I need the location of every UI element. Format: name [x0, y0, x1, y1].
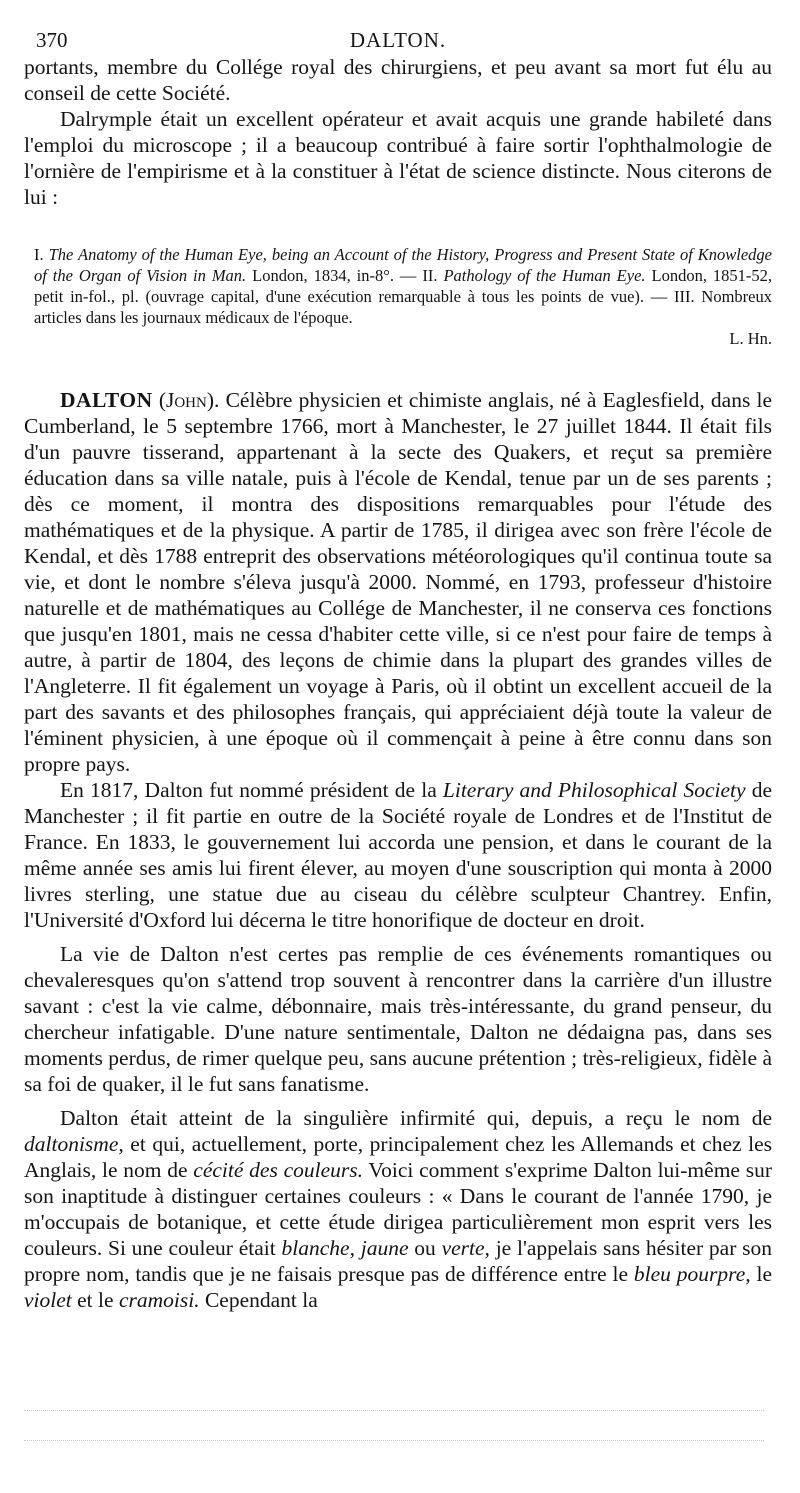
term-violet: violet [24, 1288, 72, 1312]
term-cramoisi: cramoisi. [118, 1288, 200, 1312]
entry-paragraph-4-text-h: Cependant la [204, 1288, 318, 1312]
intro-paragraph-1: portants, membre du Collége royal des chirurgiens, et peu avant sa mort fut élu au conseil de cette Société. [24, 55, 772, 105]
biblio-title-1: The Anatomy of the Human Eye, being an Account of the History, Progress and Present State of Knowledge of the Organ of Vision in Man. [34, 245, 772, 285]
dictionary-entry [24, 387, 772, 1313]
entry-paragraph-4-text-b: et qui, actuellement, porte, principalement chez les Allemands et chez les Anglais, le nom de [24, 1132, 772, 1182]
biblio-details-3: Nombreux articles dans les journaux médicaux de l'époque. [34, 287, 772, 327]
scan-artifact-line [24, 1410, 764, 1411]
page [24, 24, 772, 1313]
entry-paragraph-4-text-g: et le [77, 1288, 114, 1312]
entry-paragraph-1 [24, 387, 772, 777]
entry-paragraph-3: La vie de Dalton n'est certes pas remplie de ces événements romantiques ou chevaleresques qu'on s'attend trop souvent à rencontrer dans la carrière d'un illustre savant : c'est la vie calme, débonnaire, mais très-intéressante, du grand penseur, du chercheur infatigable. D'une nature sentimentale, Dalton ne dédaigna pas, dans ses moments perdus, de rimer quelque peu, sans aucune prétention ; très-religieux, fidèle à sa foi de quaker, il le fut sans fanatisme. [24, 942, 772, 1096]
biblio-author-line [34, 328, 772, 349]
running-head [24, 24, 772, 54]
term-bleu-pourpre: bleu pourpre, [633, 1262, 751, 1286]
entry-paragraph-4-text-f: le [756, 1262, 773, 1286]
term-cecite: cécité des couleurs. [193, 1158, 363, 1182]
entry-paragraph-4-text-c: Voici comment s'exprime Dalton lui-même sur son inaptitude à distinguer certaines couleurs : « Dans le courant de l'année 1790, je m'occupais de botanique, et cette étude dirigea particulièrement mon esprit vers les couleurs. Si une couleur était [24, 1158, 772, 1260]
entry-forename: (John). [158, 388, 220, 412]
entry-paragraph-4 [24, 1105, 772, 1313]
biblio-details-2: London, 1851-52, petit in-fol., pl. (ouvrage capital, d'une exécution remarquable à tous les points de vue). — [34, 266, 773, 306]
entry-paragraph-2-text-a: En 1817, Dalton fut nommé président de la [60, 778, 437, 802]
biblio-author: L. Hn. [729, 329, 772, 348]
biblio-details-1: London, 1834, in-8°. — [252, 266, 417, 285]
intro-paragraph-2: Dalrymple était un excellent opérateur et avait acquis une grande habileté dans l'emploi du microscope ; il a beaucoup contribué à faire sortir l'ophthalmologie de l'ornière de l'empirisme et à la constituer à l'état de science distincte. Nous citerons de lui : [24, 107, 772, 209]
entry-paragraph-2-text-b: de Manchester ; il fit partie en outre de la Société royale de Londres et de l'Institut de France. En 1833, le gouvernement lui accorda une pension, et dans le courant de la même année ses amis lui firent élever, au moyen d'une souscription qui monta à 2000 livres sterling, une statue due au ciseau du célèbre sculpteur Chantrey. Enfin, l'Université d'Oxford lui décerna le titre honorifique de docteur en droit. [24, 778, 772, 932]
biblio-number-1: I. [34, 245, 44, 264]
entry-paragraph-4-text-e: je l'appelais sans hésiter par son propre nom, tandis que je ne faisais presque pas de différence entre le [24, 1236, 773, 1286]
term-colors-2: verte, [441, 1236, 490, 1260]
bibliography [24, 244, 772, 349]
page-number: 370 [36, 28, 68, 52]
biblio-number-2: II. [422, 266, 438, 285]
biblio-number-3: III. [674, 287, 695, 306]
entry-paragraph-4-text-d: ou [414, 1236, 436, 1260]
running-title: DALTON. [349, 28, 447, 52]
scan-artifact-line [24, 1440, 764, 1441]
entry-paragraph-4-text-a: Dalton était atteint de la singulière infirmité qui, depuis, a reçu le nom de [60, 1106, 772, 1130]
term-colors-1: blanche, jaune [281, 1236, 409, 1260]
entry-headword: DALTON [60, 388, 153, 412]
entry-paragraph-2 [24, 777, 772, 933]
entry-paragraph-1-text: Célèbre physicien et chimiste anglais, né à Eaglesfield, dans le Cumberland, le 5 septembre 1766, mort à Manchester, le 27 juillet 1844. Il était fils d'un pauvre tisserand, appartenant à la secte des Quakers, et reçut sa première éducation dans sa ville natale, puis à l'école de Kendal, tenue par un de ses parents ; dès ce moment, il montra des dispositions remarquables pour l'étude des mathématiques et de la physique. A partir de 1785, il dirigea avec son frère l'école de Kendal, et dès 1788 entreprit des observations météorologiques qu'il continua toute sa vie, et dont le nombre s'éleva jusqu'à 2000. Nommé, en 1793, professeur d'histoire naturelle et de mathématiques au Collége de Manchester, il ne conserva ces fonctions que jusqu'en 1801, mais ne cessa d'habiter cette ville, si ce n'est pour faire de temps à autre, à partir de 1804, des leçons de chimie dans la plupart des grandes villes de l'Angleterre. Il fit également un voyage à Paris, où il obtint un excellent accueil de la part des savants et des philosophes français, qui appréciaient déjà toute la valeur de l'éminent physicien, à une époque où il commençait à peine à être connu dans son propre pays. [24, 388, 773, 776]
society-name: Literary and Philosophical Society [442, 778, 746, 802]
biblio-title-2: Pathology of the Human Eye. [443, 266, 646, 285]
term-daltonisme: daltonisme, [24, 1132, 124, 1156]
